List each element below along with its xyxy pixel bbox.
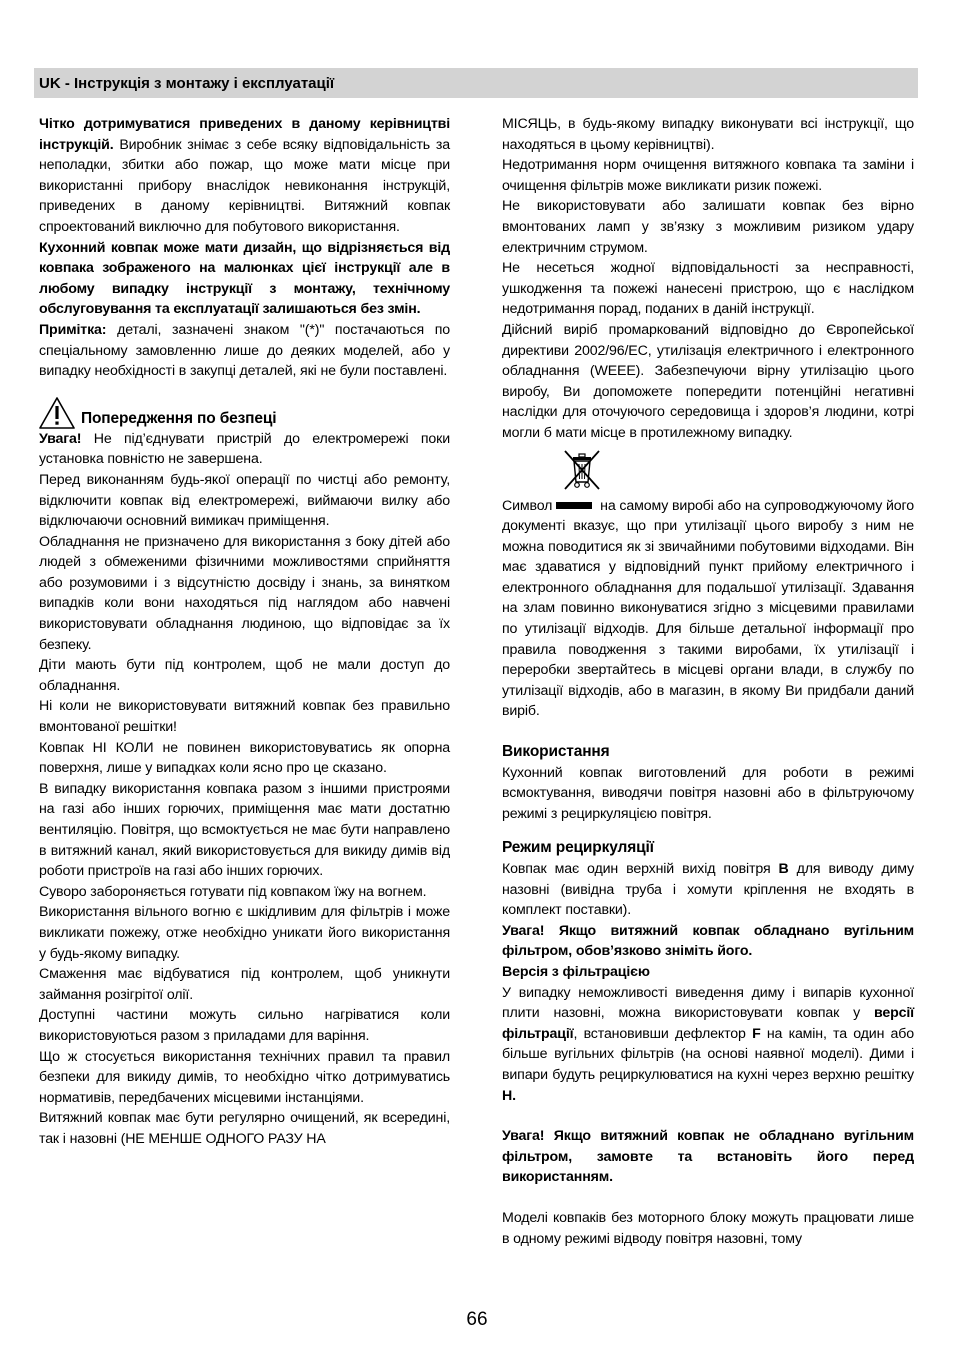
paragraph: Що ж стосується використання технічних правил та правил безпеки для викиду димів, то необхідно чітко дотримуватись нормативів, передбачених місцевими інстанціями. bbox=[39, 1048, 450, 1106]
use-title: Використання bbox=[502, 743, 610, 761]
intro-paragraph bbox=[39, 114, 450, 238]
paragraph: Використання вільного вогню є шкідливим для фільтрів і може викликати пожежу, отже необхідно уникати його використання у будь-якому випадку. bbox=[39, 904, 450, 962]
symbol-text: на самому виробі або на супроводжуючому його документі вказує, що при утилізації цього виробу з ним не можна поводитися як зі звичайними побутовими відходами. Він має здаватися у відповідний пункт прийому електричного і електронного обладнання для подальшої утилізації. Здавання на злам повинно виконуватися згідно з місцевими правилами по утилізації відходів. Для більше детальної інформації про правила поводження з такими виробами, їх утилізації і переробки звертайтесь в місцеві органи влади, в службу по утилізації відходів, або в магазин, в якому Ви придбали даний виріб. bbox=[502, 497, 914, 720]
recirc-title: Режим рециркуляції bbox=[502, 839, 654, 857]
paragraph: В випадку використання ковпака разом з іншими пристроями на газі або інших горючих, приміщення має мати достатню вентиляцію. Повітря, що всмоктується не має бути направлено в витяжний канал, який використовується для викиду димів від роботи пристроїв на газі або інших горючих. bbox=[39, 780, 450, 880]
note-paragraph bbox=[39, 320, 450, 382]
attention-paragraph bbox=[39, 429, 450, 470]
symbol-bar bbox=[556, 502, 592, 509]
page-number: 66 bbox=[466, 1309, 488, 1330]
section-header bbox=[34, 68, 918, 98]
left-column bbox=[39, 114, 450, 1150]
safety-title: Попередження по безпеці bbox=[81, 409, 277, 427]
symbol-paragraph bbox=[502, 496, 914, 723]
outlet-label-b: B bbox=[778, 861, 789, 877]
filter-warning: Увага! Якщо витяжний ковпак обладнано вугільним фільтром, обов’язково зніміть його. bbox=[502, 922, 914, 960]
deflector-label-f: F bbox=[752, 1025, 761, 1042]
weee-symbol bbox=[560, 448, 914, 492]
attention-text: Не під’єднувати пристрій до електромережі поки установка повністю не завершена. bbox=[39, 430, 450, 468]
filter-text-bold: версії фільтрації bbox=[502, 1005, 914, 1042]
paragraph: Суворо забороняється готувати під ковпаком їжу на вогнем. bbox=[39, 883, 427, 900]
paragraph: Не несеться жодної відповідальності за несправності, ушкодження та пожежі нанесені пристрою, що є наслідком недотримання порад, поданих в даній інструкції. bbox=[502, 260, 914, 318]
section-header-title: UK - Інструкція з монтажу і експлуатації bbox=[39, 75, 335, 92]
paragraph: Ковпак НІ КОЛИ не повинен використовуватись як опорна поверхня, лише у випадках коли ясно про це сказано. bbox=[39, 739, 450, 777]
intro-bold: Чітко дотримуватися приведених в даному керівництві інструкцій. bbox=[39, 116, 450, 153]
right-column bbox=[502, 114, 914, 1249]
filter-paragraph bbox=[502, 983, 914, 1107]
paragraph: Недотримання норм очищення витяжного ковпака та заміни і очищення фільтрів може викликати ризик пожежі. bbox=[502, 157, 914, 194]
intro-text: Виробник знімає з себе всяку відповідальність за неполадки, збитки або пожар, що може мати місце при використанні прибору внаслідок невиконання інструкцій, приведених в даному керівництві. Витяжний ковпак спроектований виключно для побутового використання. bbox=[39, 136, 450, 235]
filter-text-2: , встановивши дефлектор bbox=[573, 1025, 753, 1042]
weee-paragraph: Дійсний виріб промаркований відповідно до Європейської директиви 2002/96/ЕС, утилізація електричного і електронного обладнання (WEEE). Забезпечуючи вірну утилізацію цього виробу, Ви допоможете попередити потенційні негативні наслідки для оточуючого середовища і здоров’я людини, котрі могли б мати місце в протилежному випадку. bbox=[502, 321, 914, 441]
paragraph: Витяжний ковпак має бути регулярно очищений, як всередині, так і назовні (НЕ МЕНШЕ ОДНОГО РАЗУ НА bbox=[39, 1110, 450, 1147]
warning-triangle-icon bbox=[39, 397, 75, 429]
order-filter-warning: Увага! Якщо витяжний ковпак не обладнано вугільним фільтром, замовте та встановіть його перед використанням. bbox=[502, 1128, 914, 1186]
symbol-word: Символ bbox=[502, 497, 553, 514]
paragraph: Обладнання не призначено для використання з боку дітей або людей з обмеженими фізичними можливостями сприйняття або розумовими і з відсутністю досвіду і знань, за винятком випадків коли вони находяться під наглядом або навчені використовувати обладнання людиною, що відповідає за їх безпеку. bbox=[39, 533, 450, 653]
safety-heading bbox=[39, 397, 450, 429]
design-note: Кухонний ковпак може мати дизайн, що відрізняється від ковпака зображеного на малюнках цієї інструкції але в любому випадку інструкції з монтажу, технічному обслуговування та експлуатації залишаються без змін. bbox=[39, 239, 450, 318]
note-text: деталі, зазначені знаком "(*)" постачаються по спеціальному замовленню лише до деяких моделей, або у випадку необхідності в закупці деталей, які не були поставлені. bbox=[39, 321, 450, 380]
paragraph: Доступні частини можуть сильно нагріватися коли використовуються разом з приладами для варіння. bbox=[39, 1007, 450, 1044]
paragraph: Діти мають бути під контролем, щоб не мали доступ до обладнання. bbox=[39, 657, 450, 694]
outlet-paragraph bbox=[502, 859, 914, 921]
paragraph: Смаження має відбуватися під контролем, щоб уникнути займання розігрітої олії. bbox=[39, 966, 450, 1003]
paragraph: Ні коли не використовувати витяжний ковпак без правильно вмонтованої решітки! bbox=[39, 698, 450, 736]
paragraph: Кухонний ковпак виготовлений для роботи в режимі всмоктування, виводячи повітря назовні або в фільтруючому режимі з рециркуляцією повітря. bbox=[502, 764, 914, 822]
filter-version-title: Версія з фільтрацією bbox=[502, 963, 650, 980]
grille-label-h: H. bbox=[502, 1087, 516, 1104]
filter-text-3: на камін, та один або більше вугільних фільтрів (на основі наявної моделі). Дими і випари будуть рециркулюватися на кухні через верхню решітку bbox=[502, 1025, 914, 1083]
filter-text-1: У випадку неможливості виведення диму і випарів кухонної плити назовні, можна використовувати ковпак у bbox=[502, 984, 914, 1022]
outlet-text-end: для виводу диму назовні (вивідна труба і хомути кріплення не входять в комплект поставки). bbox=[502, 861, 914, 919]
paragraph: Моделі ковпаків без моторного блоку можуть працювати лише в одному режимі відводу повітря назовні, тому bbox=[502, 1209, 914, 1247]
outlet-text: Ковпак має один верхній вихід повітря bbox=[502, 861, 779, 877]
paragraph: МІСЯЦЬ, в будь-якому випадку виконувати всі інструкції, що находяться в цьому керівництві). bbox=[502, 116, 914, 153]
paragraph: Не використовувати або залишати ковпак без вірно вмонтованих ламп у зв’язку з можливим ризиком удару електричним струмом. bbox=[502, 198, 914, 256]
crossed-bin-icon bbox=[560, 448, 604, 492]
note-label: Примітка: bbox=[39, 321, 107, 338]
paragraph: Перед виконанням будь-якої операції по чистці або ремонту, відключити ковпак від електромережі, виймаючи вилку або відключаючи основний вимикач приміщення. bbox=[39, 471, 450, 530]
attention-label: Увага! bbox=[39, 430, 82, 447]
